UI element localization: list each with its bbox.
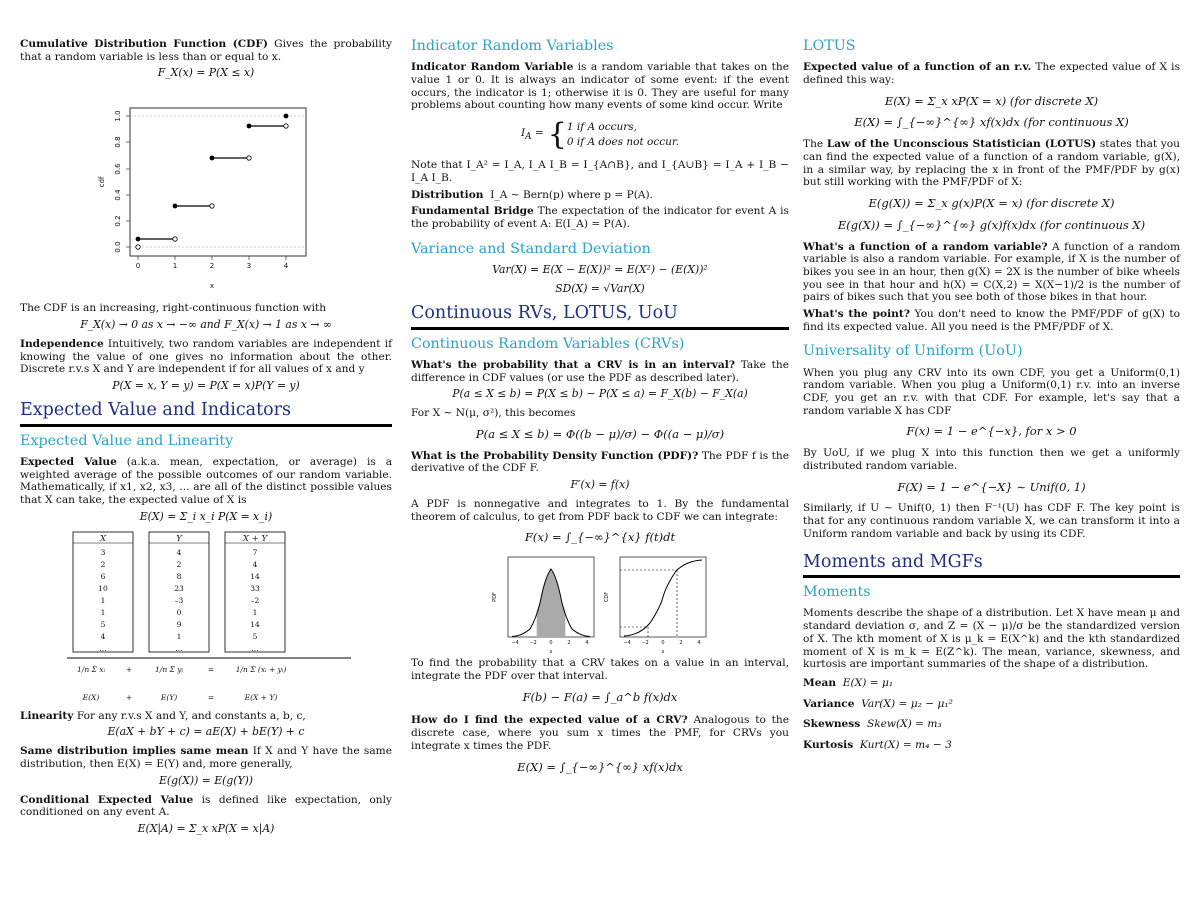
table-cell-xy: ... xyxy=(251,643,259,653)
distribution-term: Distribution xyxy=(411,188,484,201)
uou-text: When you plug any CRV into its own CDF, you get a Uniform(0,1) random variable. When you plug a Uniform(0,1) r.v. into an inverse CDF, you get an r.v. with that CDF. For example, let's say that a random variable X has CDF xyxy=(803,366,1180,417)
independence-term: Independence xyxy=(20,338,104,351)
pdf-xtick-2: 0 xyxy=(549,640,553,647)
section-moments-mgfs: Moments and MGFs xyxy=(803,551,983,572)
uou-transform-equation: F(X) = 1 − e^{−X} ∼ Unif(0, 1) xyxy=(897,479,1086,494)
crv-expectation-paragraph xyxy=(411,714,789,752)
indicator-lhs: $I_A$ = xyxy=(520,126,544,142)
kurtosis-line xyxy=(803,739,1180,752)
linearity-equation: E(aX + bY + c) = aE(X) + bE(Y) + c xyxy=(107,725,305,739)
table-header-xy: X + Y xyxy=(242,533,268,544)
pdf-xlabel: x xyxy=(549,649,553,656)
table-bottom-ex: E(X) xyxy=(82,692,100,702)
uou-text-2: By UoU, if we plug X into this function then we get a uniformly distributed random variable. xyxy=(803,447,1180,472)
heading-indicator-rvs: Indicator Random Variables xyxy=(411,38,614,54)
independence-equation: P(X = x, Y = y) = P(X = x)P(Y = y) xyxy=(112,379,300,393)
table-cell-x: 5 xyxy=(100,619,106,629)
crv-expectation-text: Analogous to the discrete case, where you sum x times the PMF, for CRVs you integrate x times the PDF. xyxy=(411,714,789,752)
point-text: You don't need to know the PMF/PDF of g(X) to find its expected value. All you need is the PMF/PDF of X. xyxy=(803,308,1181,333)
same-distribution-paragraph xyxy=(20,745,392,770)
section-expected-value: Expected Value and Indicators xyxy=(20,400,292,421)
conditional-ev-text: is defined like expectation, only conditioned on any event A. xyxy=(20,793,392,819)
cdf-ytick-2: 0.4 xyxy=(114,189,122,201)
interval-integral-equation: F(b) − F(a) = ∫_a^b f(x)dx xyxy=(522,689,678,704)
table-cell-x: 6 xyxy=(100,571,106,581)
table-sum-equals: = xyxy=(207,664,215,674)
cdfplot-xtick-3: 2 xyxy=(679,640,683,647)
indicator-case-list xyxy=(567,120,679,149)
mean-equation: E(X) = μ₁ xyxy=(842,676,894,689)
table-cell-y: 0 xyxy=(176,607,182,617)
point-term: What's the point? xyxy=(803,308,910,321)
column-3 xyxy=(803,38,1180,756)
cdf-ytick-5: 1.0 xyxy=(114,110,122,122)
cdf-equation: F_X(x) = P(X ≤ x) xyxy=(157,66,255,80)
lotus-paragraph xyxy=(803,138,1180,189)
section-rule xyxy=(20,424,392,427)
table-cell-y: 2 xyxy=(176,559,182,569)
same-distribution-text: If X and Y have the same distribution, then E(X) = E(Y) and, more generally, xyxy=(20,745,392,771)
ev-function-term: Expected value of a function of an r.v. xyxy=(803,61,1032,74)
cdfplot-xlabel: x xyxy=(661,649,665,656)
lotus-discrete-equation: E(g(X)) = Σ_x g(x)P(X = x) (for discrete X) xyxy=(868,195,1115,210)
conditional-ev-term: Conditional Expected Value xyxy=(20,793,194,806)
pdf-xtick-3: 2 xyxy=(567,640,571,647)
table-cell-x: 1 xyxy=(100,607,106,617)
pdf-xtick-4: 4 xyxy=(585,640,589,647)
cdf-paragraph xyxy=(20,38,392,63)
table-bottom-exy: E(X + Y) xyxy=(244,692,278,702)
table-sum-x: 1/n Σ xᵢ xyxy=(77,664,105,674)
table-cell-xy: –2 xyxy=(250,595,260,605)
cdf-text: Gives the probability that a random variable is less than or equal to x. xyxy=(20,38,392,63)
cdf-xlabel: x xyxy=(209,282,215,291)
linearity-table xyxy=(61,530,351,710)
cdf-xtick-0: 0 xyxy=(135,262,141,271)
cdfplot-xtick-0: −4 xyxy=(623,640,631,647)
cdf-xtick-2: 2 xyxy=(209,262,215,271)
indicator-paragraph xyxy=(411,61,789,112)
lotus-continuous-equation: E(g(X)) = ∫_{−∞}^{∞} g(x)f(x)dx (for continuous X) xyxy=(837,217,1146,232)
table-cell-xy: 33 xyxy=(250,583,260,593)
table-cell-xy: 5 xyxy=(252,631,258,641)
column-2 xyxy=(411,38,789,782)
ev-function-paragraph xyxy=(803,61,1180,86)
table-bottom-plus: + xyxy=(125,692,133,702)
cdf-limits-equation: F_X(x) → 0 as x → −∞ and F_X(x) → 1 as x → ∞ xyxy=(80,318,332,332)
cdf-ylabel: cdf xyxy=(98,176,106,188)
pdf-xtick-0: −4 xyxy=(511,640,519,647)
cdfplot-ylabel: CDF xyxy=(604,592,610,603)
lotus-term: Law of the Unconscious Statistician (LOTUS) xyxy=(826,138,1097,151)
table-cell-xy: 1 xyxy=(252,607,258,617)
table-cell-x: 1 xyxy=(100,595,106,605)
table-cell-xy: 14 xyxy=(250,571,260,581)
indicator-term: Indicator Random Variable xyxy=(411,61,574,74)
uou-cdf-equation: F(x) = 1 − e^{−x}, for x > 0 xyxy=(906,424,1077,439)
expected-value-equation: E(X) = Σ_i x_i P(X = x_i) xyxy=(139,509,273,523)
function-rv-text: A function of a random variable is also a random variable. For example, if X is the number of bikes you see in an hour, then g(X) = 2X is the number of bike wheels you see in that hour and h(X) = C(X,2) = X(X−1)/2 is the number of pairs of bikes such that you see both of those bikes in that hour. xyxy=(803,240,1180,304)
cdfplot-xtick-4: 4 xyxy=(697,640,701,647)
table-cell-xy: 7 xyxy=(252,547,258,557)
cdf-step-plot xyxy=(96,100,316,300)
table-header-y: Y xyxy=(176,533,182,544)
cdfplot-xtick-2: 0 xyxy=(661,640,665,647)
table-cell-y: 1 xyxy=(176,631,182,641)
pdf-xtick-1: −2 xyxy=(529,640,537,647)
kurtosis-term: Kurtosis xyxy=(803,739,854,752)
lotus-prefix: The xyxy=(803,138,824,151)
cdf-term: Cumulative Distribution Function (CDF) xyxy=(20,38,268,50)
linearity-term: Linearity xyxy=(20,709,74,722)
table-cell-y: ... xyxy=(175,643,183,653)
skewness-equation: Skew(X) = m₃ xyxy=(866,718,942,731)
cdf-curve xyxy=(624,560,702,636)
heading-variance-sd: Variance and Standard Deviation xyxy=(411,240,651,257)
conditional-ev-paragraph xyxy=(20,794,392,819)
ev-discrete-equation: E(X) = Σ_x xP(X = x) (for discrete X) xyxy=(884,93,1099,108)
independence-text: Intuitively, two random variables are independent if knowing the value of one gives no information about the other. Discrete r.v.s X and Y are independent if for all values of x and y xyxy=(20,338,392,376)
ev-function-text: The expected value of X is defined this way: xyxy=(803,61,1181,86)
same-distribution-equation: E(g(X)) = E(g(Y)) xyxy=(158,773,253,787)
moments-text: Moments describe the shape of a distribution. Let X have mean μ and standard deviation σ, and Z = (X − μ)/σ be the standardized version of X. The kth moment of X is μ_k = E(X^k) and the kth standardized moment of X is m_k = E(Z^k). The mean, variance, skewness, and kurtosis are important summaries of the shape of a distribution. xyxy=(803,607,1180,671)
section-continuous-rvs: Continuous RVs, LOTUS, UoU xyxy=(411,302,678,323)
cdf-ytick-1: 0.2 xyxy=(114,215,122,227)
brace-icon: { xyxy=(547,116,567,152)
cdf-xtick-1: 1 xyxy=(172,262,178,271)
pdf-cdf-plots xyxy=(490,553,710,657)
pdf-question-text: The PDF f is the derivative of the CDF F. xyxy=(411,449,789,475)
cdfplot-xtick-1: −2 xyxy=(641,640,649,647)
indicator-cases xyxy=(411,116,789,152)
sd-equation: SD(X) = √Var(X) xyxy=(555,281,645,295)
expected-value-paragraph xyxy=(20,456,392,507)
table-cell-x: 3 xyxy=(100,547,106,557)
same-distribution-term: Same distribution implies same mean xyxy=(20,745,249,758)
indicator-note: Note that I_A² = I_A, I_A I_B = I_{A∩B}, and I_{A∪B} = I_A + I_B − I_A I_B. xyxy=(411,159,789,185)
variance-equation: Var(X) = E(X − E(X))² = E(X²) − (E(X))² xyxy=(492,263,708,277)
point-paragraph xyxy=(803,308,1180,333)
conditional-ev-equation: E(X|A) = Σ_x xP(X = x|A) xyxy=(137,822,275,836)
skewness-term: Skewness xyxy=(803,718,861,731)
table-sum-y: 1/n Σ yᵢ xyxy=(155,664,183,674)
expected-value-text: (a.k.a. mean, expectation, or average) is a weighted average of the possible outcomes of our random variable. Mathematically, if x1, x2, x3, ... are all of the distinct possible values that X can take, the expected value of X is xyxy=(20,455,393,507)
expected-value-term: Expected Value xyxy=(20,455,117,468)
table-sum-plus: + xyxy=(125,664,133,674)
kurtosis-equation: Kurt(X) = m₄ − 3 xyxy=(859,739,952,752)
section-rule xyxy=(411,327,789,330)
heading-expected-value-linearity: Expected Value and Linearity xyxy=(20,432,234,449)
table-bottom-ey: E(Y) xyxy=(160,692,178,702)
interval-question-text: Take the difference in CDF values (or use the PDF as described later). xyxy=(411,358,790,384)
fundamental-bridge-term: Fundamental Bridge xyxy=(411,205,534,218)
pdf-integral-equation: F(x) = ∫_{−∞}^{x} f(t)dt xyxy=(524,530,676,545)
table-cell-x: 4 xyxy=(100,631,106,641)
cdf-props-text: The CDF is an increasing, right-continuous function with xyxy=(20,302,327,315)
table-sum-xy: 1/n Σ (xᵢ + yᵢ) xyxy=(235,664,287,674)
pdf-ylabel: PDF xyxy=(492,592,498,603)
fundamental-bridge-text: The expectation of the indicator for event A is the probability of event A: E(I_A) = P(A). xyxy=(411,205,789,231)
pdf-text: A PDF is nonnegative and integrates to 1. By the fundamental theorem of calculus, to get from PDF back to CDF we can integrate: xyxy=(411,498,789,523)
pdf-question xyxy=(411,450,789,475)
table-cell-y: 8 xyxy=(176,571,182,581)
distribution-paragraph xyxy=(411,189,789,202)
cdf-ytick-4: 0.8 xyxy=(114,136,122,148)
skewness-line xyxy=(803,718,1180,731)
heading-crvs: Continuous Random Variables (CRVs) xyxy=(411,335,685,352)
table-cell-x: ... xyxy=(99,643,107,653)
variance-moment-equation: Var(X) = μ₂ − μ₁² xyxy=(861,697,953,710)
heading-lotus: LOTUS xyxy=(803,38,856,54)
crv-expectation-equation: E(X) = ∫_{−∞}^{∞} xf(x)dx xyxy=(517,759,683,774)
indicator-text: is a random variable that takes on the value 1 or 0. It is always an indicator of some event: if the event occurs, the indicator is 1; otherwise it is 0. They are useful for many problems about counting how many events of some kind occur. Write xyxy=(411,61,790,112)
interval-equation: P(a ≤ X ≤ b) = P(X ≤ b) − P(X ≤ a) = F_X(b) − F_X(a) xyxy=(452,387,748,401)
pdf-derivative-equation: F′(x) = f(x) xyxy=(570,478,630,492)
section-rule xyxy=(803,575,1180,578)
table-cell-x: 10 xyxy=(98,583,108,593)
indicator-case-1: 1 if A occurs, xyxy=(566,120,637,133)
crv-expectation-term: How do I find the expected value of a CRV? xyxy=(411,714,688,727)
table-header-x: X xyxy=(99,533,107,544)
uou-text-3: Similarly, if U ∼ Unif(0, 1) then F⁻¹(U) has CDF F. The key point is that for any continuous random variable X, we can transform it into a Uniform random variable and back by using its CDF. xyxy=(803,502,1180,540)
heading-uou: Universality of Uniform (UoU) xyxy=(803,343,1023,360)
linearity-text: For any r.v.s X and Y, and constants a, b, c, xyxy=(76,709,306,722)
table-bottom-equals: = xyxy=(207,692,215,702)
normal-equation: P(a ≤ X ≤ b) = Φ((b − μ)/σ) − Φ((a − μ)/σ) xyxy=(475,426,725,441)
distribution-text: I_A ∼ Bern(p) where p = P(A). xyxy=(490,188,653,201)
pdf-question-term: What is the Probability Density Function (PDF)? xyxy=(411,449,699,462)
variance-line xyxy=(803,698,1180,711)
indicator-case-0: 0 if A does not occur. xyxy=(566,135,680,148)
interval-question xyxy=(411,359,789,384)
interval-integral-text: To find the probability that a CRV takes on a value in an interval, integrate the PDF over that interval. xyxy=(411,657,789,682)
heading-moments: Moments xyxy=(803,584,871,601)
table-cell-y: 9 xyxy=(176,619,182,629)
fundamental-bridge-paragraph xyxy=(411,205,789,230)
normal-text: For X ∼ N(μ, σ²), this becomes xyxy=(411,407,576,420)
table-cell-x: 2 xyxy=(100,559,106,569)
table-cell-y: –3 xyxy=(174,595,184,605)
cdf-ytick-0: 0.0 xyxy=(114,241,122,253)
column-1 xyxy=(20,38,392,842)
cdf-xtick-3: 3 xyxy=(246,262,252,271)
function-rv-term: What's a function of a random variable? xyxy=(803,240,1048,253)
table-cell-y: 4 xyxy=(176,547,182,557)
independence-paragraph xyxy=(20,338,392,376)
linearity-paragraph xyxy=(20,710,392,723)
function-rv-paragraph xyxy=(803,241,1180,305)
lotus-text: states that you can find the expected value of a function of a random variable, g(X), in a similar way, by replacing the x in front of the PMF/PDF by g(x) but still working with the PMF/PDF of X: xyxy=(803,138,1181,189)
pdf-shaded-area xyxy=(537,569,566,637)
mean-term: Mean xyxy=(803,676,837,689)
interval-question-term: What's the probability that a CRV is in an interval? xyxy=(411,358,735,371)
cdf-ytick-3: 0.6 xyxy=(114,163,122,175)
table-cell-xy: 4 xyxy=(252,559,258,569)
ev-continuous-equation: E(X) = ∫_{−∞}^{∞} xf(x)dx (for continuous X) xyxy=(854,115,1129,130)
table-cell-xy: 14 xyxy=(250,619,260,629)
cdf-xtick-4: 4 xyxy=(283,262,289,271)
variance-term: Variance xyxy=(803,697,855,710)
mean-line xyxy=(803,677,1180,690)
table-cell-y: 23 xyxy=(174,583,184,593)
